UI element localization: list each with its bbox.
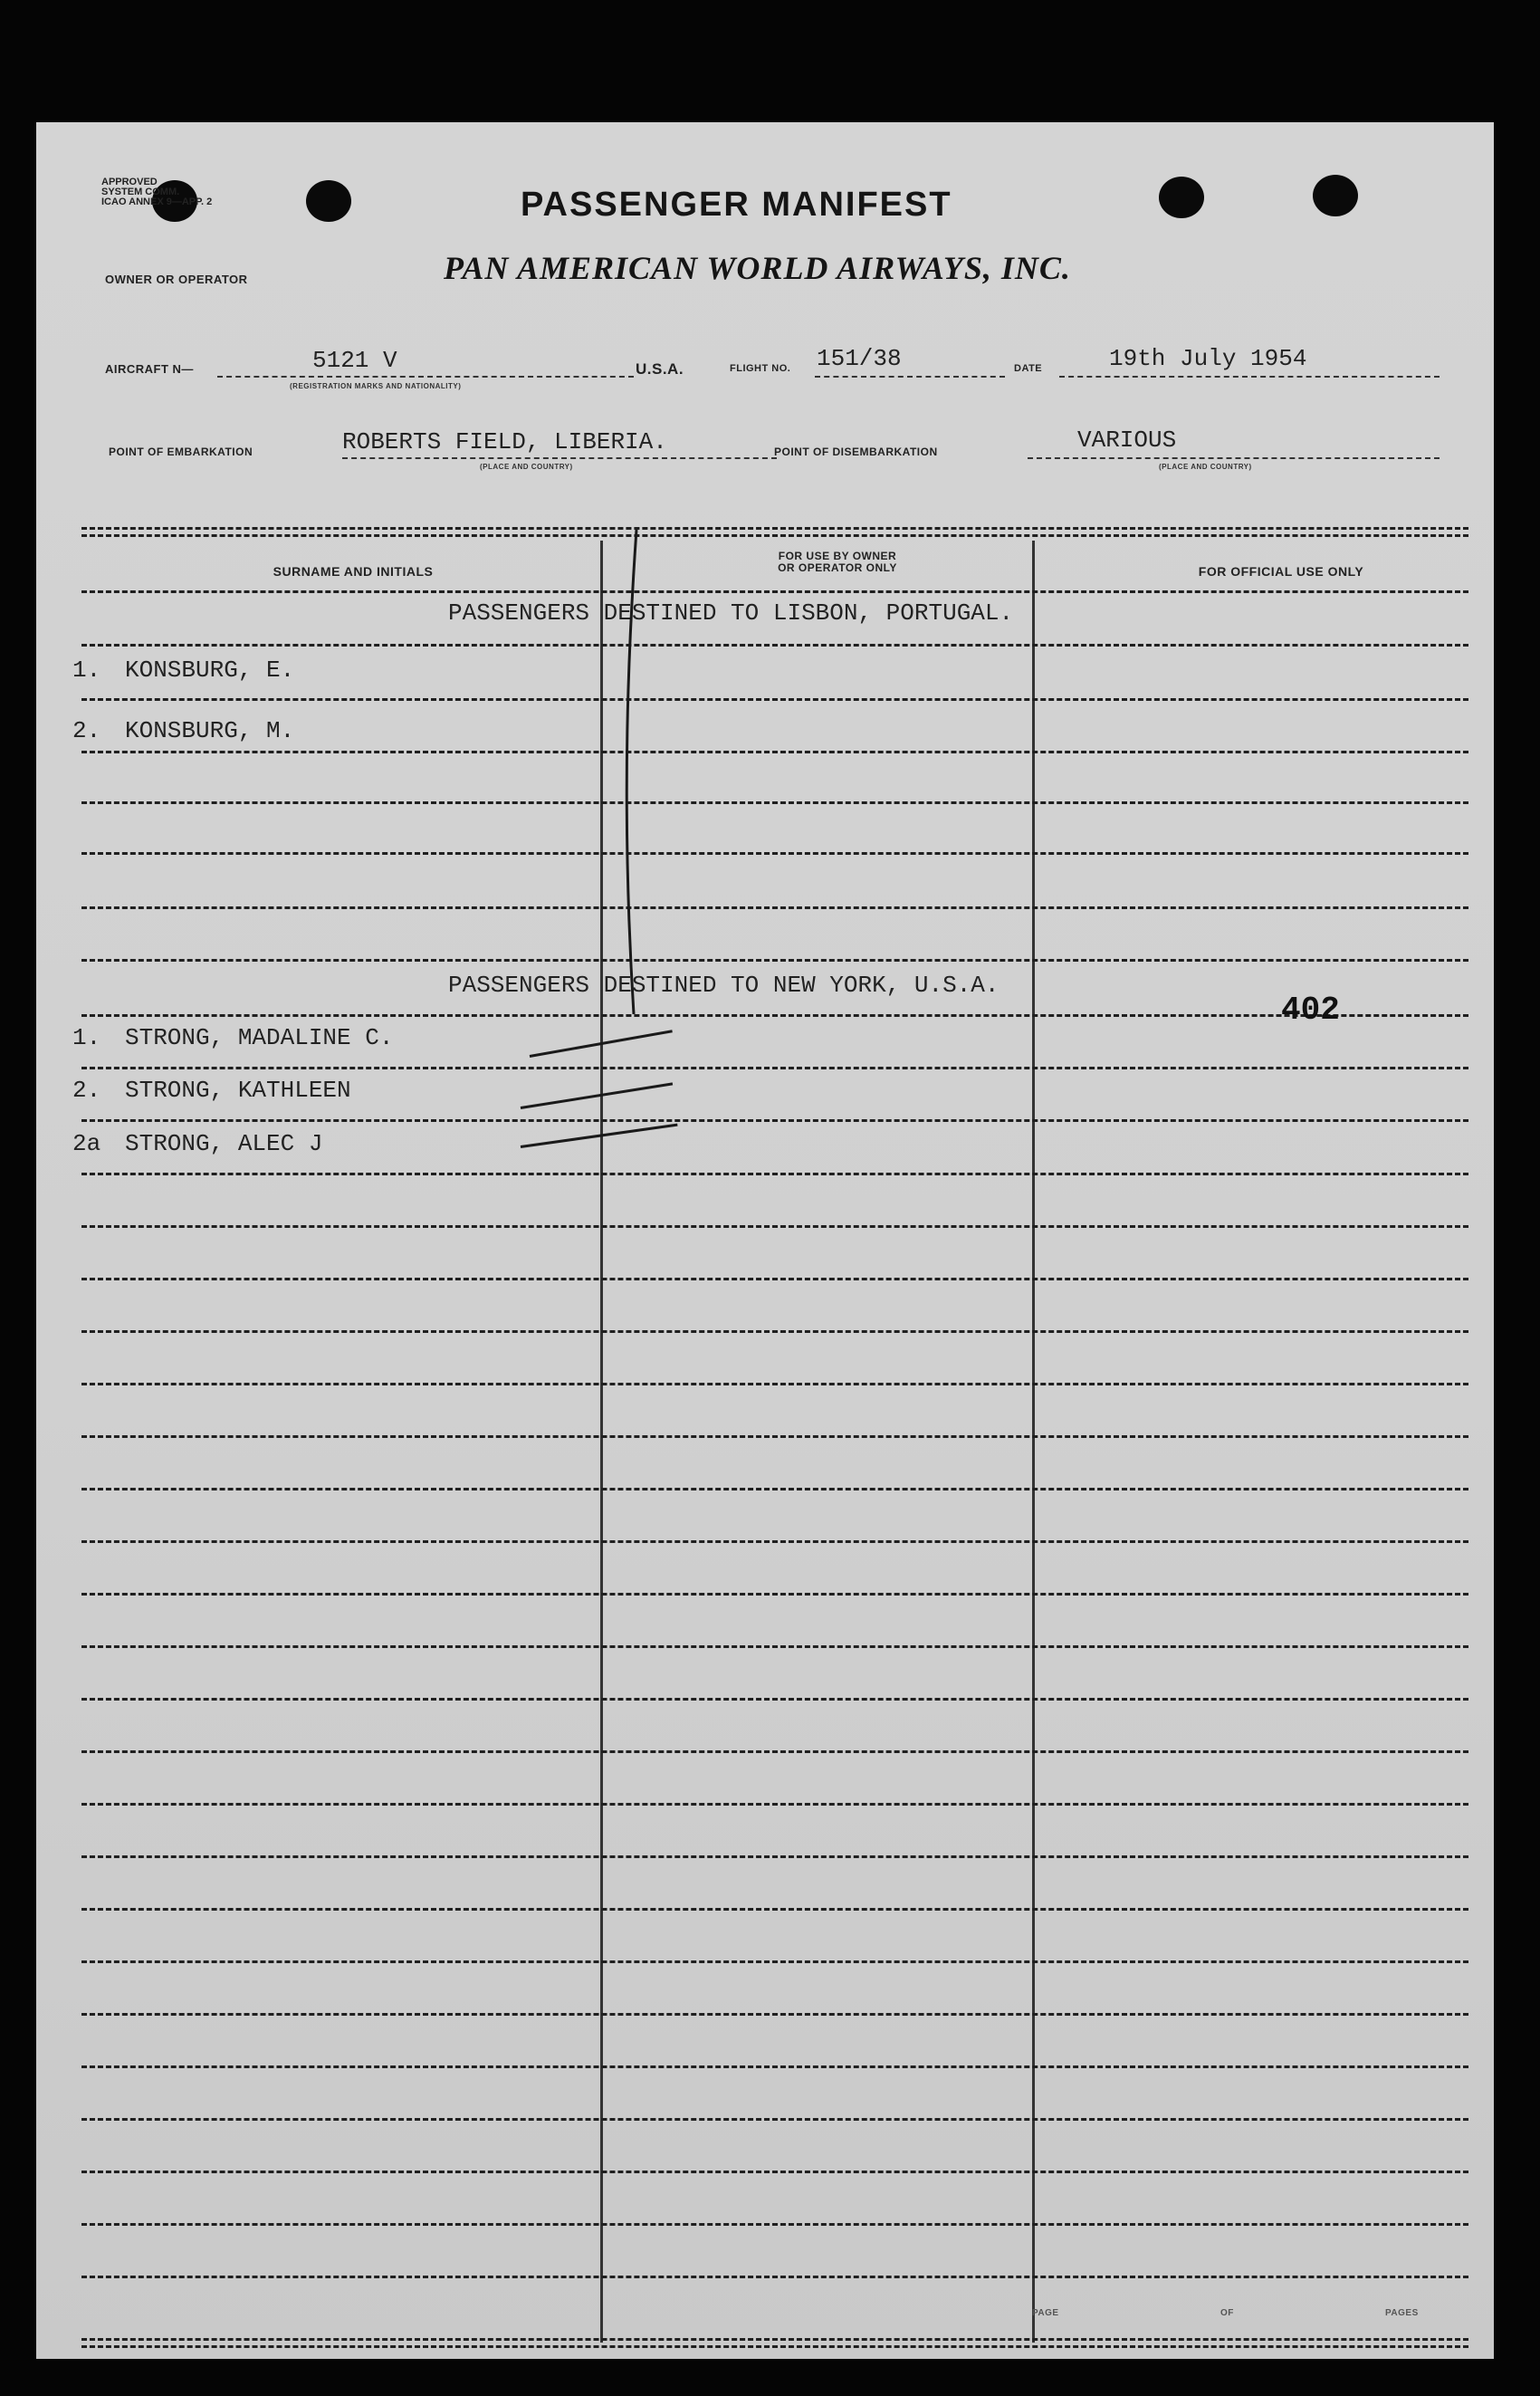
usa-label: U.S.A. [636, 360, 684, 378]
flight-underline [815, 376, 1005, 378]
approval-line: APPROVED [101, 177, 158, 187]
row-rule [81, 2118, 1468, 2121]
footer-pages-label: PAGES [1385, 2308, 1419, 2318]
table-top-rule [81, 527, 1468, 537]
footer-page-label: PAGE [1032, 2308, 1059, 2318]
embarkation-value: ROBERTS FIELD, LIBERIA. [342, 428, 667, 455]
table-bottom-rule [81, 2338, 1468, 2348]
disembarkation-label: POINT OF DISEMBARKATION [774, 446, 938, 458]
section-heading-newyork: PASSENGERS DESTINED TO NEW YORK, U.S.A. [448, 972, 1000, 999]
page-title: PASSENGER MANIFEST [521, 186, 952, 224]
footer-of-label: OF [1220, 2308, 1234, 2318]
row-rule [81, 1330, 1468, 1333]
row-rule [81, 1435, 1468, 1438]
passenger-number: 2a [72, 1130, 101, 1157]
disembarkation-sub: (PLACE AND COUNTRY) [1159, 463, 1252, 471]
handwritten-tick [521, 1124, 678, 1148]
passenger-number: 1. [72, 1024, 101, 1051]
row-rule [81, 852, 1468, 855]
aircraft-underline [217, 376, 634, 378]
row-rule [81, 1173, 1468, 1175]
owner-label: OWNER OR OPERATOR [105, 273, 248, 286]
column-divider [1032, 541, 1035, 2343]
approval-line: SYSTEM COMM. [101, 187, 180, 197]
row-rule [81, 1488, 1468, 1490]
approval-block [101, 177, 212, 207]
punch-hole [1159, 177, 1204, 218]
disembarkation-value: VARIOUS [1077, 426, 1177, 454]
row-rule [81, 1960, 1468, 1963]
row-rule [81, 2171, 1468, 2173]
column-header-owner-use-line: OR OPERATOR ONLY [778, 561, 897, 574]
row-rule [81, 1908, 1468, 1911]
passenger-name: STRONG, MADALINE C. [125, 1024, 394, 1051]
embarkation-underline [342, 457, 777, 459]
passenger-number: 2. [72, 717, 101, 744]
punch-hole [1313, 175, 1358, 216]
row-rule [81, 2223, 1468, 2226]
flight-label: FLIGHT NO. [730, 363, 791, 374]
aircraft-sub: (REGISTRATION MARKS AND NATIONALITY) [290, 382, 462, 390]
row-rule [81, 1750, 1468, 1753]
row-rule [81, 2013, 1468, 2016]
approval-line: ICAO ANNEX 9—APP. 2 [101, 196, 213, 207]
embarkation-label: POINT OF EMBARKATION [109, 446, 253, 458]
column-header-surname: SURNAME AND INITIALS [273, 564, 434, 579]
column-header-owner-use-line: FOR USE BY OWNER [778, 550, 897, 562]
handwritten-tick [521, 1082, 673, 1109]
row-rule [81, 1698, 1468, 1701]
embarkation-sub: (PLACE AND COUNTRY) [480, 463, 573, 471]
row-rule [81, 2276, 1468, 2278]
punch-hole [306, 180, 351, 222]
flight-value: 151/38 [817, 345, 902, 372]
column-header-owner-use [602, 551, 1073, 574]
manifest-sheet [36, 122, 1494, 2359]
row-rule [81, 590, 1468, 593]
row-rule [81, 751, 1468, 753]
section-heading-lisbon: PASSENGERS DESTINED TO LISBON, PORTUGAL. [448, 599, 1014, 627]
row-rule [81, 1014, 1468, 1017]
row-rule [81, 1855, 1468, 1858]
row-rule [81, 1593, 1468, 1596]
row-rule [81, 1067, 1468, 1069]
stamp-number: 402 [1281, 992, 1340, 1029]
row-rule [81, 644, 1468, 647]
operator-name: PAN AMERICAN WORLD AIRWAYS, INC. [444, 250, 1071, 286]
row-rule [81, 1225, 1468, 1228]
aircraft-label: AIRCRAFT N— [105, 362, 194, 376]
row-rule [81, 959, 1468, 962]
passenger-name: STRONG, ALEC J [125, 1130, 323, 1157]
row-rule [81, 1383, 1468, 1385]
passenger-name: KONSBURG, M. [125, 717, 295, 744]
passenger-number: 1. [72, 657, 101, 684]
row-rule [81, 1803, 1468, 1806]
passenger-name: STRONG, KATHLEEN [125, 1077, 351, 1104]
row-rule [81, 906, 1468, 909]
row-rule [81, 801, 1468, 804]
passenger-number: 2. [72, 1077, 101, 1104]
row-rule [81, 2065, 1468, 2068]
row-rule [81, 1278, 1468, 1280]
column-header-official: FOR OFFICIAL USE ONLY [1198, 564, 1364, 579]
passenger-name: KONSBURG, E. [125, 657, 295, 684]
disembarkation-underline [1028, 457, 1440, 459]
aircraft-value: 5121 V [312, 347, 397, 374]
date-underline [1059, 376, 1440, 378]
row-rule [81, 698, 1468, 701]
row-rule [81, 1645, 1468, 1648]
row-rule [81, 1540, 1468, 1543]
handwritten-mark [602, 525, 656, 1023]
date-label: DATE [1014, 363, 1043, 374]
date-value: 19th July 1954 [1109, 345, 1307, 372]
row-rule [81, 1119, 1468, 1122]
